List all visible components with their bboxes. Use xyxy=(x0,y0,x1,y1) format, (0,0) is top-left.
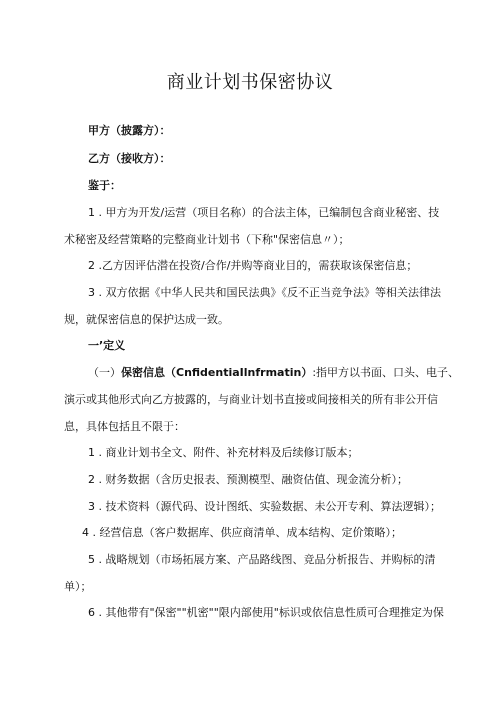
list-item-5: 5 . 战略规划（市场拓展方案、产品路线图、竞品分析报告、并购标的清 xyxy=(88,553,436,566)
document-title: 商业计划书保密协议 xyxy=(166,72,334,93)
list-item-1: 1 . 商业计划书全文、附件、补充材料及后续修订版本； xyxy=(88,446,359,459)
list-item-5-continued: 单）； xyxy=(64,580,92,593)
definition-1-text: :指甲方以书面、口头、电子、 xyxy=(312,366,460,379)
recital-1-line-1: 1 . 甲方为开发/运营（项目名称）的合法主体，已编制包含商业秘密、技 xyxy=(88,206,440,219)
definition-1-term: 保密信息（CnfidentiaIlnfrmatin） xyxy=(121,366,313,379)
list-item-4: 4 . 经营信息（客户数据库、供应商清单、成本结构、定价策略）； xyxy=(82,526,402,539)
recital-3-line-2: 规，就保密信息的保护达成一致。 xyxy=(64,313,229,326)
list-item-2: 2 . 财务数据（含历史报表、预测模型、融资估值、现金流分析）； xyxy=(88,473,408,486)
definition-1-line-2: 演示或其他形式向乙方披露的，与商业计划书直接或间接相关的所有非公开信 xyxy=(64,393,438,406)
whereas-heading: 鉴于： xyxy=(88,179,121,192)
party-b-label: 乙方（接收方）： xyxy=(88,152,171,165)
section-1-heading: 一’定义 xyxy=(88,339,126,352)
list-item-6: 6 . 其他带有"保密""机密""限内部使用"标识或依信息性质可合理推定为保 xyxy=(88,606,444,619)
definition-1-prefix: （一） xyxy=(88,366,121,379)
definition-1-line-3: 息，具体包括且不限于： xyxy=(64,420,185,433)
recital-3-line-1: 3 . 双方依据《中华人民共和国民法典》《反不正当竞争法》等相关法律法 xyxy=(88,286,441,299)
recital-2: 2 .乙方因评估潜在投资/合作/并购等商业目的，需获取该保密信息； xyxy=(88,259,418,272)
definition-1-line-1 xyxy=(88,366,459,380)
recital-1-line-2: 术秘密及经营策略的完整商业计划书（下称"保密信息〃）； xyxy=(64,233,350,246)
party-a-label: 甲方（披露方）： xyxy=(88,124,171,137)
list-item-3: 3 . 技术资料（源代码、设计图纸、实验数据、未公开专利、算法逻辑）； xyxy=(88,500,441,513)
